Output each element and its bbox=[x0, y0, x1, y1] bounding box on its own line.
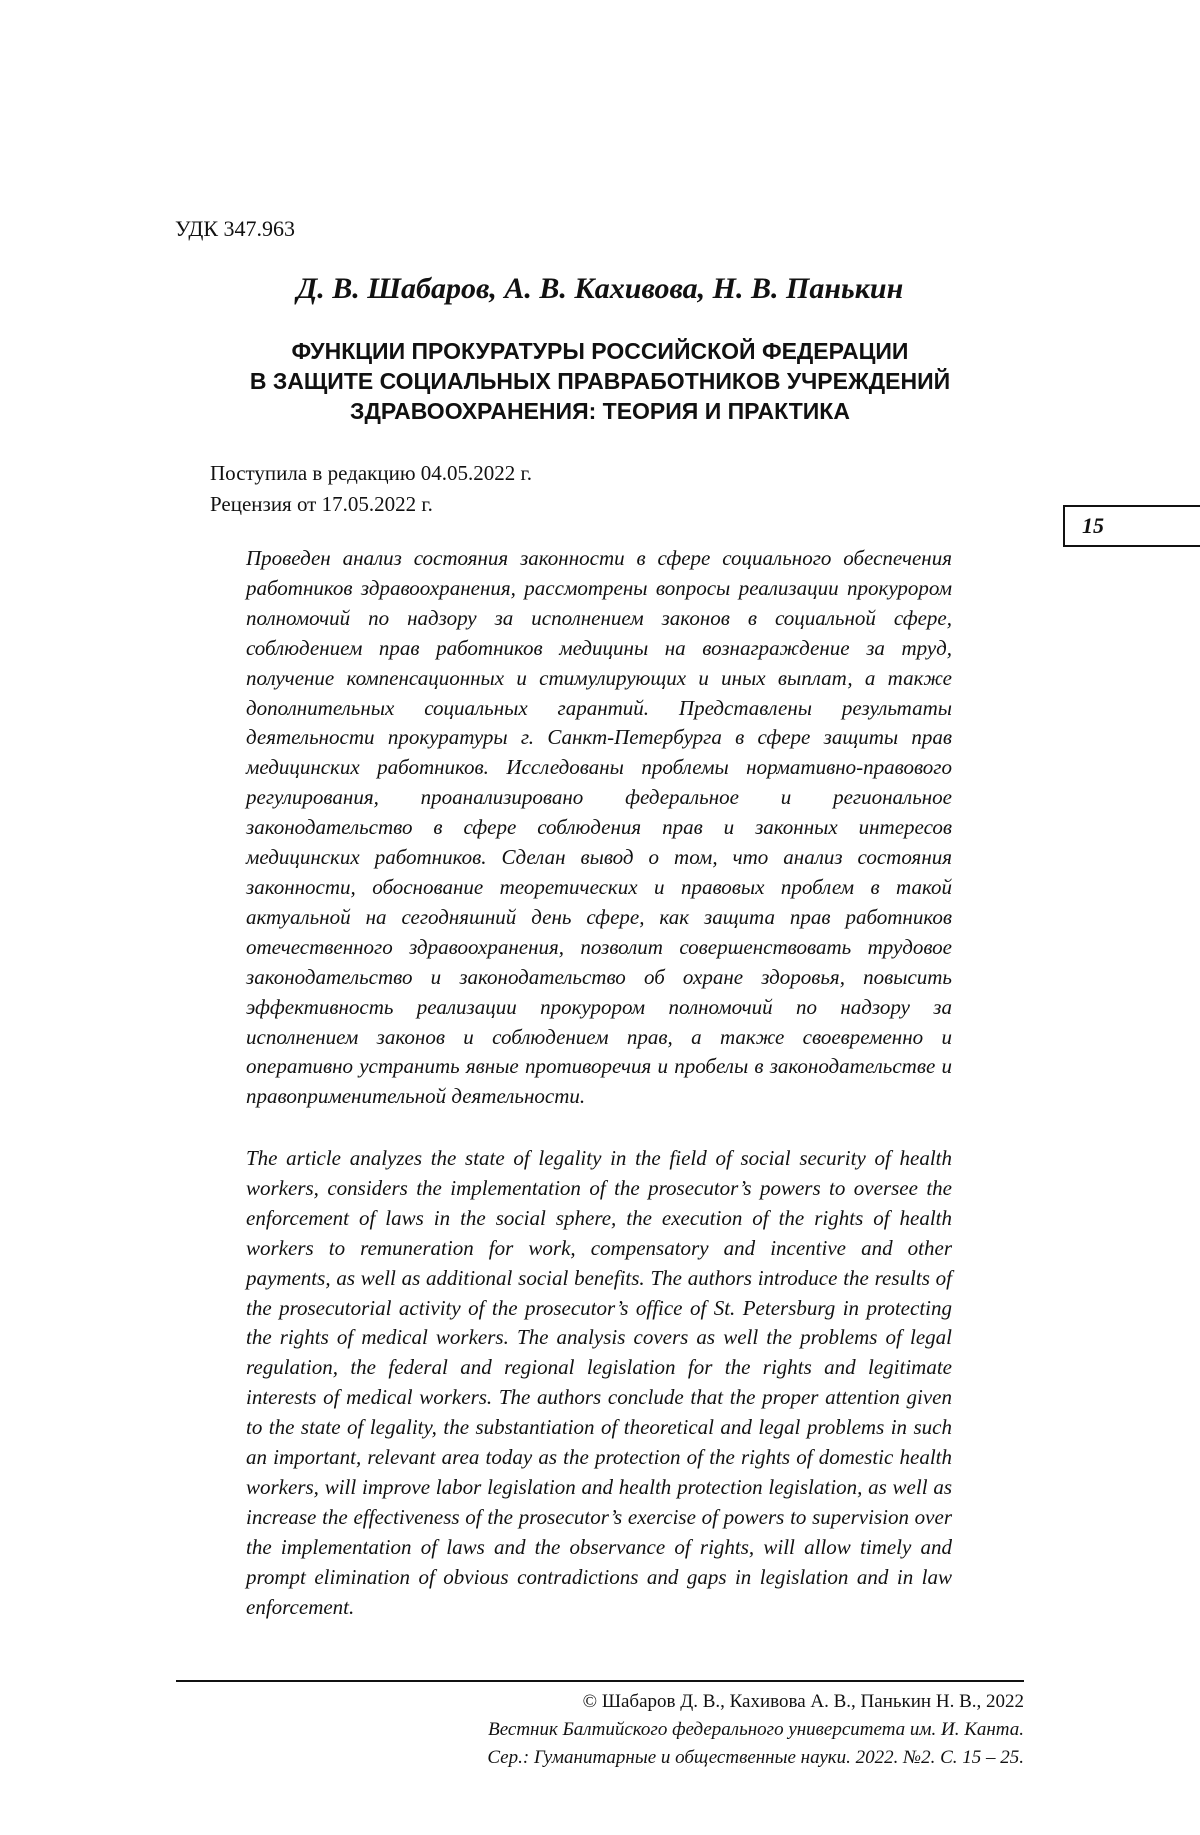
submission-dates bbox=[210, 458, 532, 520]
footer-divider bbox=[176, 1680, 1024, 1682]
review-date: Рецензия от 17.05.2022 г. bbox=[210, 492, 433, 516]
journal-name: Вестник Балтийского федерального университета им. И. Канта. bbox=[488, 1719, 1024, 1740]
article-title bbox=[175, 336, 1025, 426]
udc-code: УДК 347.963 bbox=[175, 216, 296, 241]
article-title-line: ЗДРАВООХРАНЕНИЯ: ТЕОРИЯ И ПРАКТИКА bbox=[350, 398, 850, 424]
authors: Д. В. Шабаров, А. В. Кахивова, Н. В. Панькин bbox=[296, 272, 904, 305]
copyright: © Шабаров Д. В., Кахивова А. В., Панькин Н. В., 2022 bbox=[582, 1691, 1024, 1712]
abstract-english: The article analyzes the state of legality in the field of social security of health workers, considers the implementation of the prosecutor’s powers to oversee the enforcement of laws in the social sphere, the execution of the rights of health workers to remuneration for work, compensatory and incentive and other payments, as well as additional social benefits. The authors introduce the results of the prosecutorial activity of the prosecutor’s office of St. Petersburg in protecting the rights of medical workers. The analysis covers as well the problems of legal regulation, the federal and regional legislation for the rights and legitimate interests of medical workers. The authors conclude that the proper attention given to the state of legality, the substantiation of theoretical and legal problems in such an important, relevant area today as the protection of the rights of domestic health workers, will improve labor legislation and health protection legislation, as well as increase the effectiveness of the prosecutor’s exercise of powers to supervision over the implementation of laws and the observance of rights, will allow timely and prompt elimination of obvious contradictions and gaps in legislation and in law enforcement. bbox=[246, 1146, 952, 1619]
received-date: Поступила в редакцию 04.05.2022 г. bbox=[210, 461, 533, 485]
article-title-line: ФУНКЦИИ ПРОКУРАТУРЫ РОССИЙСКОЙ ФЕДЕРАЦИИ bbox=[291, 338, 909, 364]
page-number: 15 bbox=[1063, 505, 1200, 547]
abstract-russian: Проведен анализ состояния законности в сфере социального обеспечения работников здравоохранения, рассмотрены вопросы реализации прокурором полномочий по надзору за исполнением законов в социальной сфере, соблюдением прав работников медицины на вознаграждение за труд, получение компенсационных и стимулирующих и иных выплат, а также дополнительных социальных гарантий. Представлены результаты деятельности прокуратуры г. Санкт-Петербурга в сфере защиты прав медицинских работников. Исследованы проблемы нормативно-правового регулирования, проанализировано федеральное и региональное законодательство в сфере соблюдения прав и законных интересов медицинских работников. Сделан вывод о том, что анализ состояния законности, обоснование теоретических и правовых проблем в такой актуальной на сегодняшний день сфере, как защита прав работников отечественного здравоохранения, позволит совершенствовать трудовое законодательство и законодательство об охране здоровья, повысить эффективность реализации прокурором полномочий по надзору за исполнением законов и соблюдением прав, а также своевременно и оперативно устранить явные противоречия и пробелы в законодательстве и правоприменительной деятельности. bbox=[246, 546, 952, 1109]
article-title-line: В ЗАЩИТЕ СОЦИАЛЬНЫХ ПРАВРАБОТНИКОВ УЧРЕЖДЕНИЙ bbox=[249, 368, 951, 394]
footer bbox=[300, 1688, 1024, 1772]
journal-series: Сер.: Гуманитарные и общественные науки. 2022. №2. С. 15 – 25. bbox=[487, 1747, 1024, 1768]
